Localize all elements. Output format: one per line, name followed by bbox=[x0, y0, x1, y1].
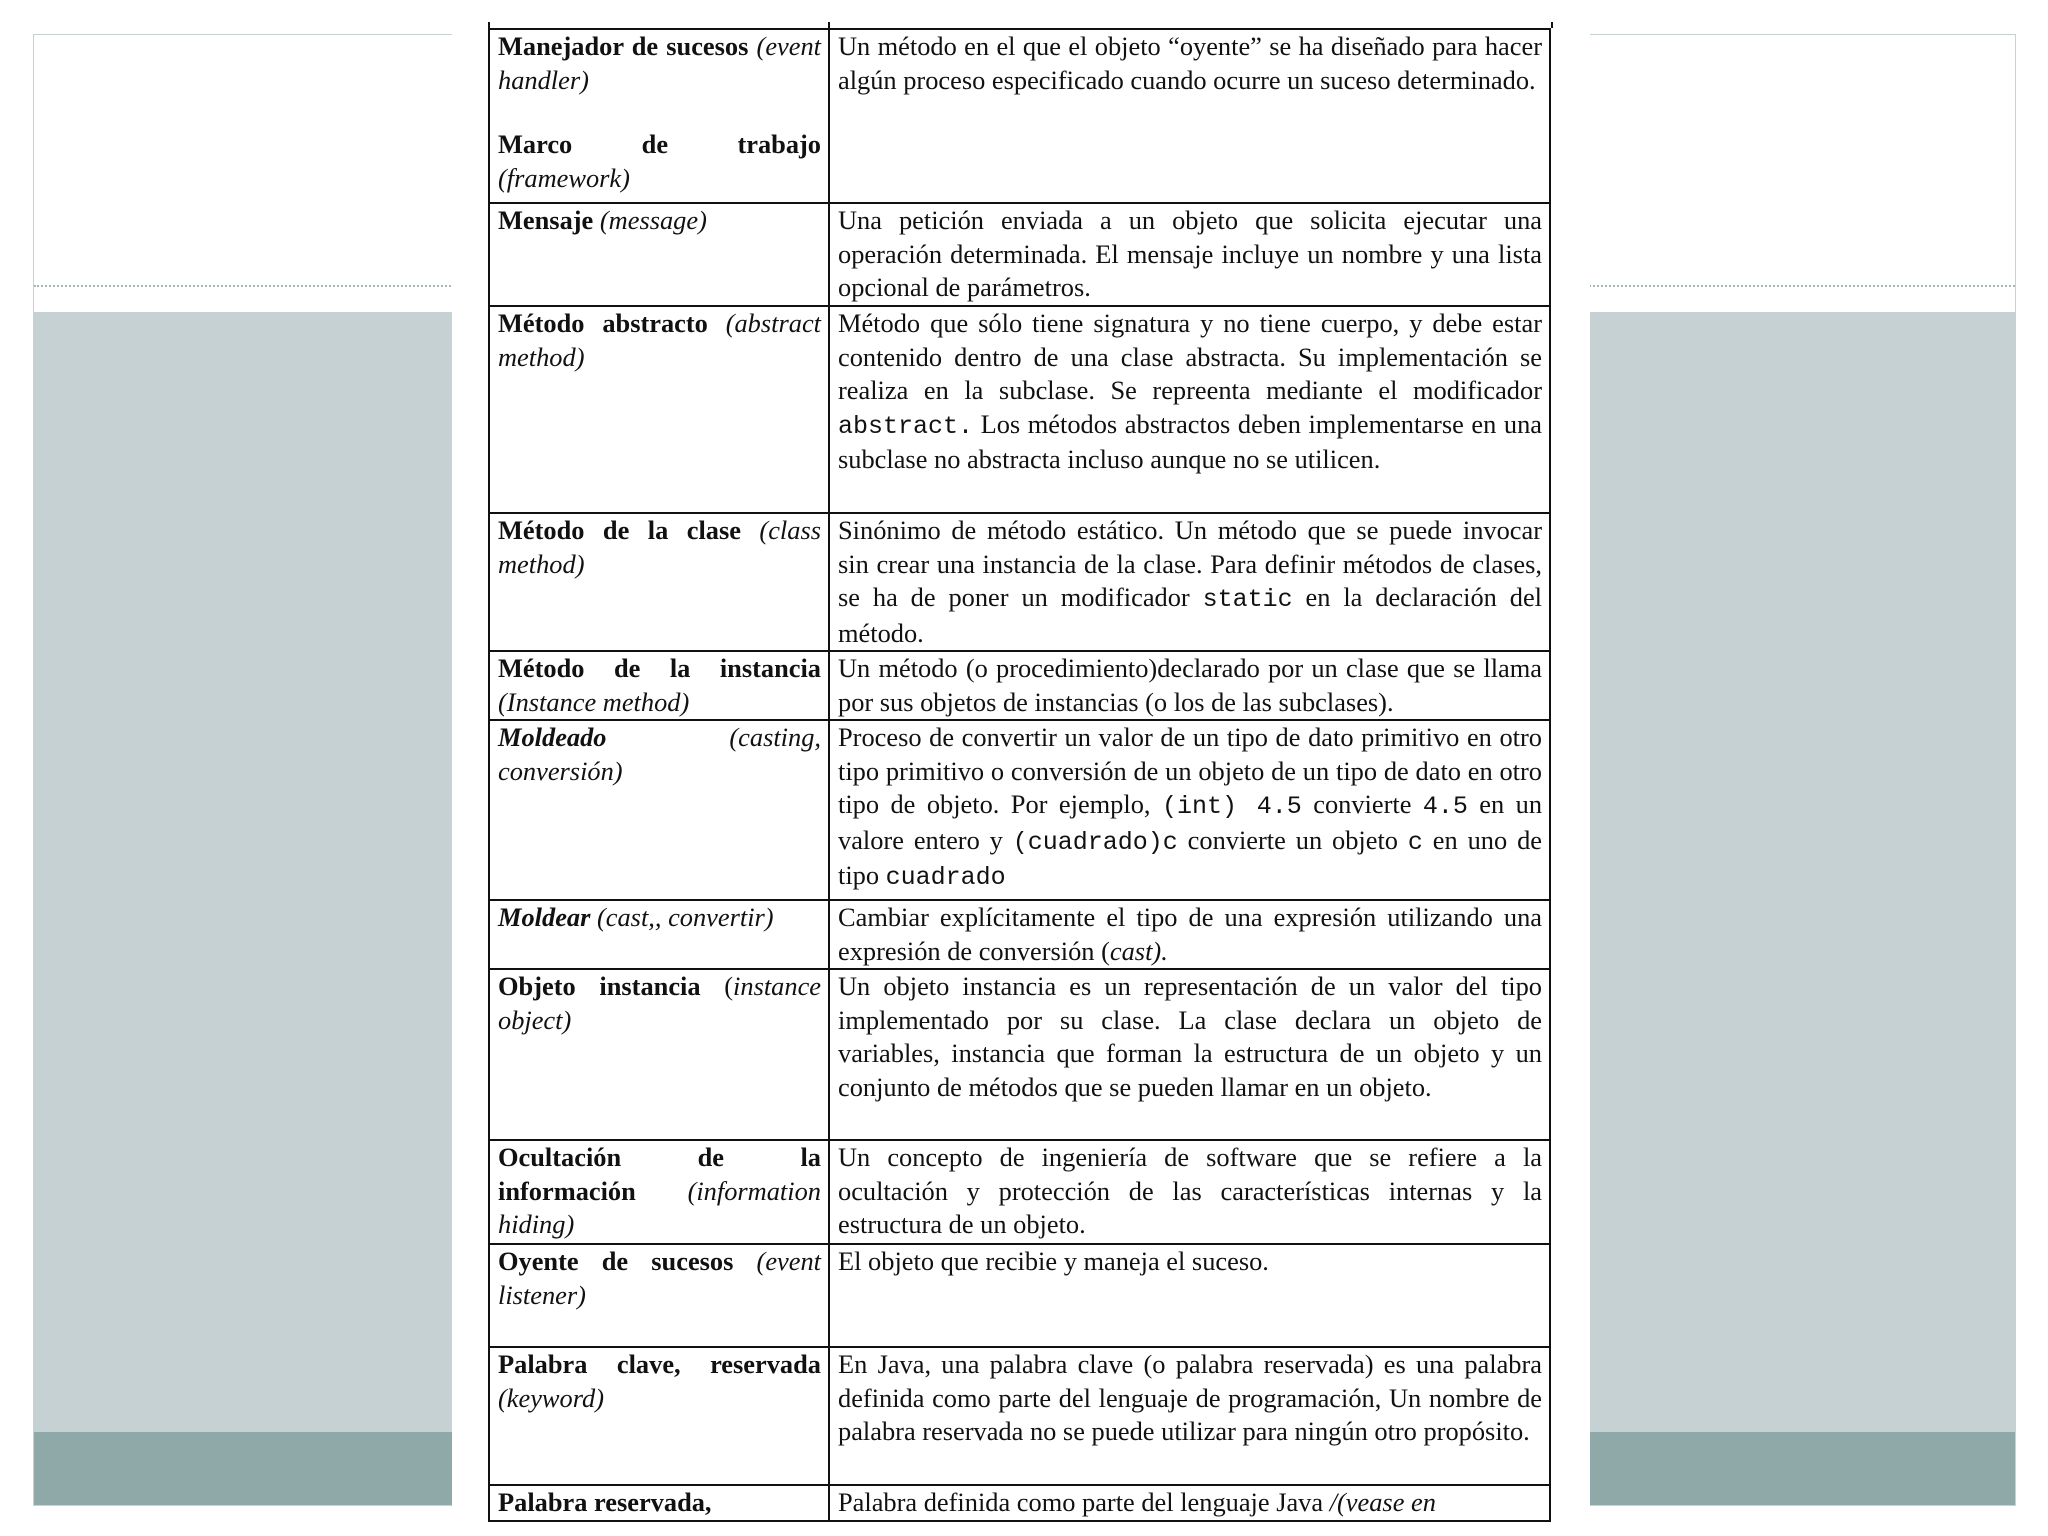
table-row bbox=[489, 1140, 1550, 1244]
text-run: en la declaración del método. bbox=[838, 582, 1542, 648]
text-run: (event handler) bbox=[498, 31, 821, 95]
text-run: (keyword) bbox=[498, 1382, 605, 1413]
code-text: abstract. bbox=[838, 411, 974, 441]
definition-text: Un método en el que el objeto “oyente” se ha diseñado para hacer algún proceso especificado cuando ocurre un suceso determinado. bbox=[838, 31, 1542, 95]
definition-cell bbox=[829, 969, 1550, 1140]
definition-cell bbox=[829, 1347, 1550, 1485]
text-run: Sinónimo de método estático. Un método que se puede invocar sin crear una instancia de la clase. Para definir métodos de clases, se ha de poner un modificador bbox=[838, 515, 1542, 612]
code-text: (int) 4.5 bbox=[1161, 792, 1302, 821]
term-text bbox=[498, 901, 821, 935]
text-run: Moldear bbox=[498, 902, 591, 932]
term-text bbox=[498, 1486, 821, 1520]
term-cell bbox=[489, 720, 829, 900]
text-run: /(vease en bbox=[1329, 1487, 1436, 1517]
table-row bbox=[489, 1485, 1550, 1521]
text-run: convierte bbox=[1301, 789, 1423, 819]
term-cell bbox=[489, 1347, 829, 1485]
text-run: convierte un objeto bbox=[1177, 824, 1408, 855]
term-cell bbox=[489, 29, 829, 203]
text-run: Cambiar explícitamente el tipo de una expresión utilizando una expresión de conversión ( bbox=[838, 902, 1542, 966]
text-run: Ocultación de la información bbox=[498, 1142, 821, 1206]
text-run: Marco de trabajo bbox=[498, 129, 821, 159]
text-run: Método abstracto bbox=[498, 308, 708, 338]
term-cell bbox=[489, 203, 829, 306]
term-cell bbox=[489, 651, 829, 720]
definition-text: Un método (o procedimiento)declarado por un clase que se llama por sus objetos de instancias (o los de las subclases). bbox=[838, 653, 1542, 717]
text-run: Objeto instancia bbox=[498, 971, 701, 1001]
term-cell bbox=[489, 513, 829, 651]
text-run: (class method) bbox=[498, 515, 821, 579]
text-run: (information hiding) bbox=[498, 1175, 821, 1239]
text-run: Palabra reservada, bbox=[498, 1487, 712, 1517]
table-row bbox=[489, 720, 1550, 900]
text-run: (message) bbox=[593, 205, 707, 235]
table-row bbox=[489, 651, 1550, 720]
text-run: cast). bbox=[1109, 935, 1168, 966]
text-run: en un valore entero y bbox=[838, 789, 1543, 855]
text-run: (cast,, convertir) bbox=[590, 902, 774, 932]
term-cell bbox=[489, 1485, 829, 1521]
term-text bbox=[498, 307, 821, 374]
text-run: Moldeado bbox=[498, 722, 607, 752]
term-text bbox=[498, 1141, 821, 1242]
definition-text: El objeto que recibie y maneja el suceso. bbox=[838, 1246, 1269, 1276]
text-run: Método que sólo tiene signatura y no tiene cuerpo, y debe estar contenido dentro de una clase abstracta. Su implementación se realiza en la subclase. Se repreenta mediante el modificador bbox=[838, 308, 1542, 405]
text-run: Proceso de convertir un valor de un tipo de dato primitivo en otro tipo primitivo o conversión de un objeto de un tipo de dato en otro tipo de objeto. Por ejemplo, bbox=[838, 722, 1542, 819]
text-run: Palabra definida como parte del lenguaje Java bbox=[838, 1487, 1330, 1517]
definition-text: Un objeto instancia es un representación de un valor del tipo implementado por su clase. La clase declara un objeto de variables, instancia que forman la estructura de un objeto y un conjunto de métodos que se pueden llamar en un objeto. bbox=[838, 971, 1542, 1102]
definition-text: En Java, una palabra clave (o palabra reservada) es una palabra definida como parte del lenguaje de programación, Un nombre de palabra reservada no se puede utilizar para ningún otro propósito. bbox=[838, 1349, 1542, 1446]
text-run: Método de la instancia bbox=[498, 653, 821, 683]
code-text: cuadrado bbox=[885, 863, 1006, 892]
text-run: en uno de tipo bbox=[838, 824, 1542, 890]
text-run: Los métodos abstractos deben implementarse en una subclase no abstracta incluso aunque no se utilicen. bbox=[838, 408, 1542, 474]
text-run: Mensaje bbox=[498, 205, 594, 235]
code-text: (cuadrado)c bbox=[1012, 827, 1178, 857]
term-text bbox=[498, 30, 821, 97]
definition-cell bbox=[829, 513, 1550, 651]
table-row bbox=[489, 29, 1550, 203]
text-run: Oyente de sucesos bbox=[498, 1246, 734, 1276]
term-text bbox=[498, 128, 821, 195]
definition-cell bbox=[829, 900, 1550, 969]
text-run: (Instance method) bbox=[498, 686, 690, 717]
definition-cell bbox=[829, 1485, 1550, 1521]
document-page bbox=[452, 0, 1590, 1536]
code-text: static bbox=[1202, 585, 1293, 614]
code-text: 4.5 bbox=[1422, 792, 1468, 821]
term-cell bbox=[489, 969, 829, 1140]
table-row bbox=[489, 513, 1550, 651]
text-run: (event listener) bbox=[498, 1246, 822, 1310]
definition-cell bbox=[829, 651, 1550, 720]
term-cell bbox=[489, 900, 829, 969]
term-text bbox=[498, 652, 821, 719]
definition-cell bbox=[829, 29, 1550, 203]
term-text bbox=[498, 1245, 821, 1312]
definition-text: Un concepto de ingeniería de software que se refiere a la ocultación y protección de las características internas y la estructura de un objeto. bbox=[838, 1142, 1542, 1239]
glossary-table bbox=[488, 28, 1551, 1522]
text-run: Palabra clave, reservada bbox=[498, 1349, 821, 1379]
text-run: (casting, conversión) bbox=[498, 722, 821, 786]
definition-cell bbox=[829, 203, 1550, 306]
table-row bbox=[489, 1244, 1550, 1347]
table-row bbox=[489, 900, 1550, 969]
definition-text: Una petición enviada a un objeto que solicita ejecutar una operación determinada. El mensaje incluye un nombre y una lista opcional de parámetros. bbox=[838, 205, 1542, 302]
table-row bbox=[489, 1347, 1550, 1485]
term-text bbox=[498, 514, 821, 581]
term-text bbox=[498, 721, 821, 788]
text-run: ( bbox=[700, 971, 734, 1001]
text-run: Método de la clase bbox=[498, 515, 741, 545]
term-cell bbox=[489, 1140, 829, 1244]
definition-cell bbox=[829, 720, 1550, 900]
definition-cell bbox=[829, 1140, 1550, 1244]
term-cell bbox=[489, 1244, 829, 1347]
definition-cell bbox=[829, 1244, 1550, 1347]
term-text bbox=[498, 970, 821, 1037]
term-text bbox=[498, 1348, 821, 1415]
table-row bbox=[489, 203, 1550, 306]
text-run: (abstract method) bbox=[498, 308, 821, 372]
text-run: instance object) bbox=[498, 971, 821, 1035]
table-row bbox=[489, 969, 1550, 1140]
code-text: c bbox=[1407, 827, 1423, 857]
table-row bbox=[489, 306, 1550, 513]
term-cell bbox=[489, 306, 829, 513]
term-text bbox=[498, 204, 821, 238]
definition-cell bbox=[829, 306, 1550, 513]
text-run: (framework) bbox=[498, 162, 630, 193]
text-run: Manejador de sucesos bbox=[498, 31, 749, 61]
